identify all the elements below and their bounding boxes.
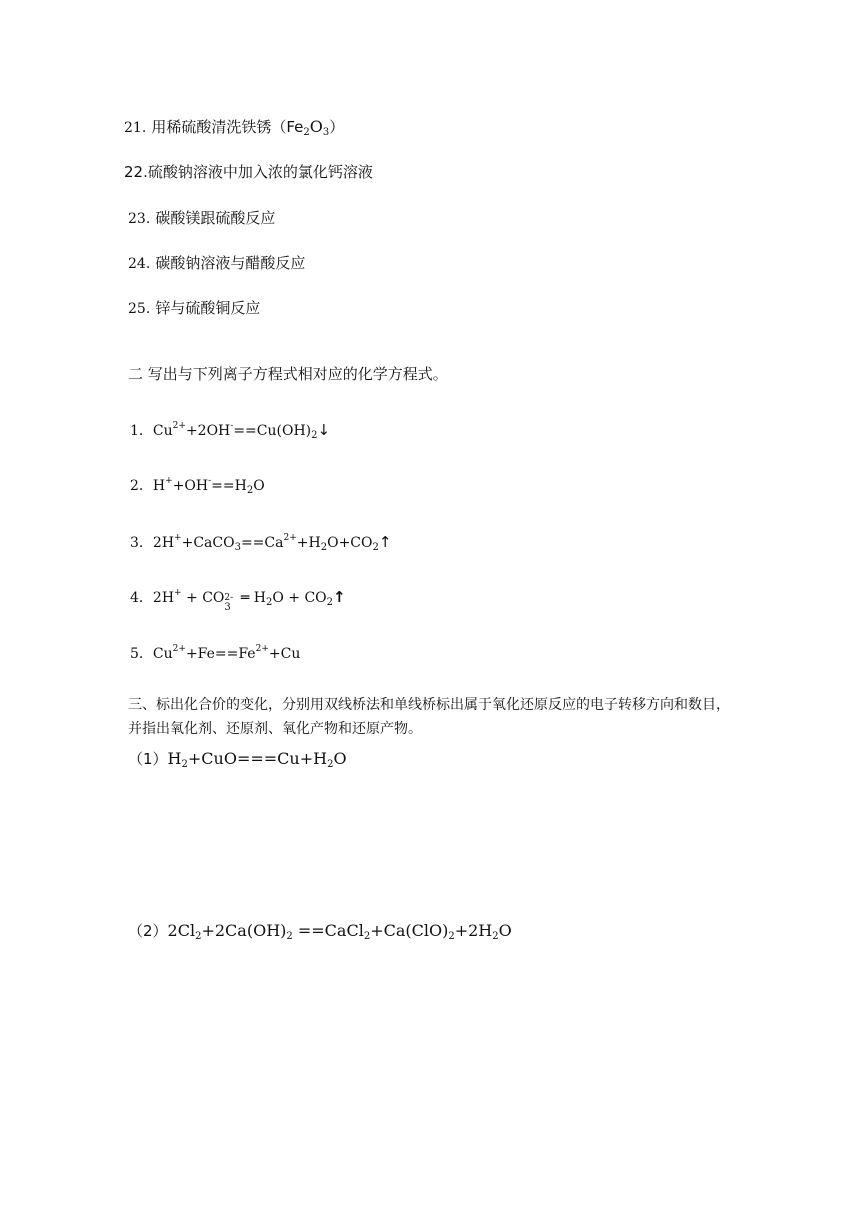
equation-1: 1．$Cu^{2+}+2OH^-==Cu(OH)_2↓$ xyxy=(130,421,331,441)
section3-intro: 三、标出化合价的变化，分别用双线桥法和单线桥标出属于氧化还原反应的电子转移方向和数目，并指出氧化剂、还原剂、氧化产物和还原产物。 xyxy=(128,697,730,737)
equation-5: 5．$Cu^{2+}+Fe==Fe^{2+}+Cu$ xyxy=(130,644,301,662)
gas-arrow-icon: ↑ xyxy=(333,588,346,606)
item-24: 24. 碳酸钠溶液与醋酸反应 xyxy=(128,254,306,272)
item-25: 25. 锌与硫酸铜反应 xyxy=(128,299,261,317)
section2-heading: 二 写出与下列离子方程式相对应的化学方程式。 xyxy=(128,365,448,383)
precipitate-arrow-icon: ↓ xyxy=(317,421,331,439)
gas-arrow-icon: ↑ xyxy=(378,533,392,551)
item-21: 21. 用稀硫酸清洗铁锈$(Fe_2O_3)$ xyxy=(124,117,345,138)
question-1: $(1)H_2+CuO===Cu+H_2O$ xyxy=(128,749,347,770)
equation-3: 3．$2H^++CaCO_3==Ca^{2+}+H_2O+CO_2↑$ xyxy=(130,533,392,553)
question-2: $(2)2Cl_2+2Ca(OH)_2$ $==CaCl_2+Ca(ClO)_2+2H_2O$ xyxy=(128,921,512,942)
equation-2: 2．$H^++OH^-==H_2O$ xyxy=(130,476,265,496)
item-22: 22.硫酸钠溶液中加入浓的氯化钙溶液 xyxy=(124,163,373,181)
item-23: 23. 碳酸镁跟硫酸反应 xyxy=(128,209,276,227)
equation-4: 4．2H+ + CO 2- 3 ═ $H_2O$ + $CO_2↑$ xyxy=(130,588,346,613)
